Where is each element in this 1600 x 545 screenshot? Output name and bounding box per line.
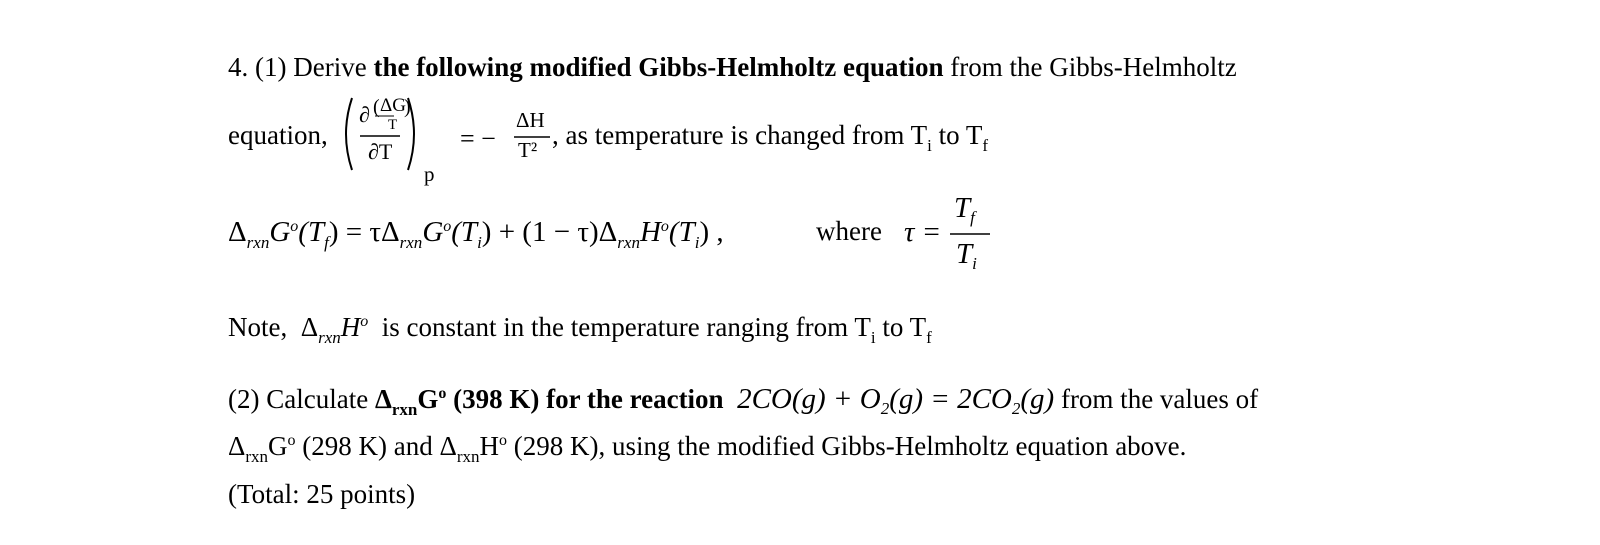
tau-den: $T_i$ (956, 238, 977, 273)
tau-bar (950, 232, 992, 236)
part1-intro-plain: 4. (1) Derive (228, 52, 374, 82)
modified-gh-equation: $\Delta_{rxn}G^o(T_f) = \tau\Delta_{rxn}G^o(T_i) + (1 - \tau)\Delta_{rxn}H^o(T_i)$ , (228, 216, 724, 252)
gh-subscript-p: p (424, 162, 435, 186)
gh-trailing-text: , as temperature is changed from $T_i$ to $T_f$ (552, 120, 989, 155)
gh-rhs-den: T² (518, 138, 538, 162)
gh-den: ∂T (368, 139, 393, 164)
gh-inner-den: T (388, 117, 398, 133)
part2-line: (2) Calculate $\Delta_{rxn}G^o$ (398 K) for the reaction $2CO(g) + O_2(g) = 2CO_2(g)$ from the values of (228, 383, 1259, 419)
reaction-equation: $2CO(g) + O_2(g) = 2CO_2(g)$ (737, 383, 1055, 418)
part1-intro-bold: the following modified Gibbs-Helmholtz equation (373, 52, 944, 82)
gh-close-paren: ) (404, 96, 411, 118)
gh-inner-num: ΔG (380, 95, 406, 116)
gh-open-paren: ( (373, 96, 380, 118)
tau-equals: τ = (904, 216, 942, 248)
part1-intro-line (228, 52, 1237, 83)
note-line: Note, $\Delta_{rxn}H^o$ is constant in the temperature ranging from $T_i$ to $T_f$ (228, 312, 932, 347)
part1-intro-tail: from the Gibbs-Helmholtz (943, 52, 1237, 82)
gh-partial: ∂ (359, 102, 370, 127)
gh-rhs-num: ΔH (516, 108, 545, 132)
total-points: (Total: 25 points) (228, 479, 416, 509)
equation-word: equation, (228, 120, 328, 150)
tau-num: $T_f$ (954, 192, 975, 227)
where-word: where (816, 216, 882, 246)
gh-equals: = − (460, 124, 496, 153)
part2-line-2: $\Delta_{rxn}G^o$ (298 K) and $\Delta_{rxn}H^o$ (298 K), using the modified Gibbs-Helmholtz equation above. (228, 431, 1187, 466)
